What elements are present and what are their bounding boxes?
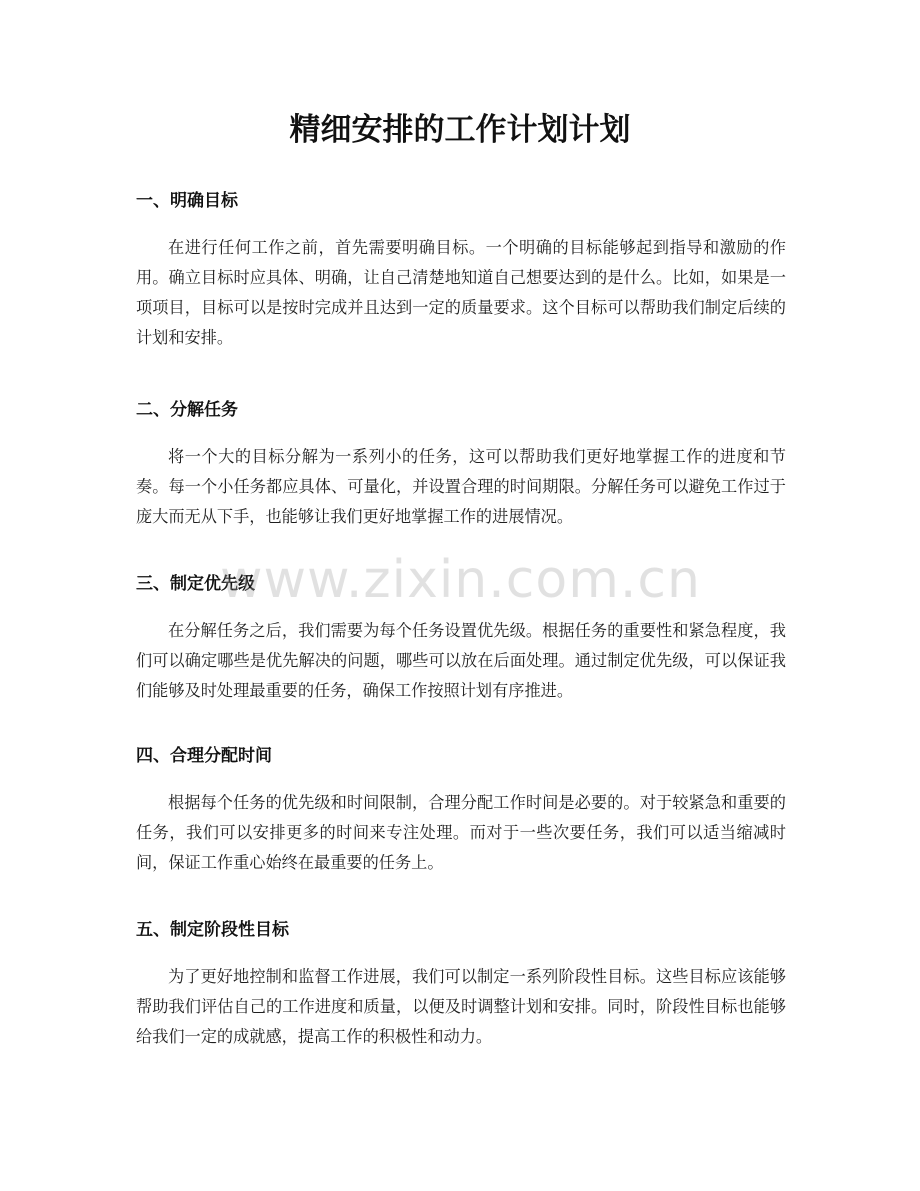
section-paragraph: 根据每个任务的优先级和时间限制，合理分配工作时间是必要的。对于较紧急和重要的任务，我们可以安排更多的时间来专注处理。而对于一些次要任务，我们可以适当缩减时间，保证工作重心始终在最重要的任务上。 (136, 793, 786, 872)
watermark-text: www.zixin.com.cn (220, 550, 701, 610)
section-break-down-tasks (136, 398, 786, 532)
section-paragraph: 将一个大的目标分解为一系列小的任务，这可以帮助我们更好地掌握工作的进度和节奏。每一个小任务都应具体、可量化，并设置合理的时间期限。分解任务可以避免工作过于庞大而无从下手，也能够让我们更好地掌握工作的进展情况。 (136, 447, 786, 526)
section-set-priorities (136, 572, 786, 706)
section-paragraph: 在进行任何工作之前，首先需要明确目标。一个明确的目标能够起到指导和激励的作用。确立目标时应具体、明确，让自己清楚地知道自己想要达到的是什么。比如，如果是一项项目，目标可以是按时完成并且达到一定的质量要求。这个目标可以帮助我们制定后续的计划和安排。 (136, 238, 786, 347)
section-allocate-time (136, 744, 786, 878)
section-heading: 三、制定优先级 (136, 574, 255, 594)
section-heading: 二、分解任务 (136, 400, 238, 420)
section-heading: 五、制定阶段性目标 (136, 920, 289, 940)
section-clarify-goals (136, 189, 786, 353)
section-heading: 四、合理分配时间 (136, 746, 272, 766)
section-phase-goals (136, 918, 786, 1052)
section-heading: 一、明确目标 (136, 191, 238, 211)
section-paragraph: 为了更好地控制和监督工作进展，我们可以制定一系列阶段性目标。这些目标应该能够帮助我们评估自己的工作进度和质量，以便及时调整计划和安排。同时，阶段性目标也能够给我们一定的成就感，提高工作的积极性和动力。 (136, 967, 786, 1046)
section-paragraph: 在分解任务之后，我们需要为每个任务设置优先级。根据任务的重要性和紧急程度，我们可以确定哪些是优先解决的问题，哪些可以放在后面处理。通过制定优先级，可以保证我们能够及时处理最重要的任务，确保工作按照计划有序推进。 (136, 621, 786, 700)
page-title: 精细安排的工作计划计划 (289, 112, 631, 148)
